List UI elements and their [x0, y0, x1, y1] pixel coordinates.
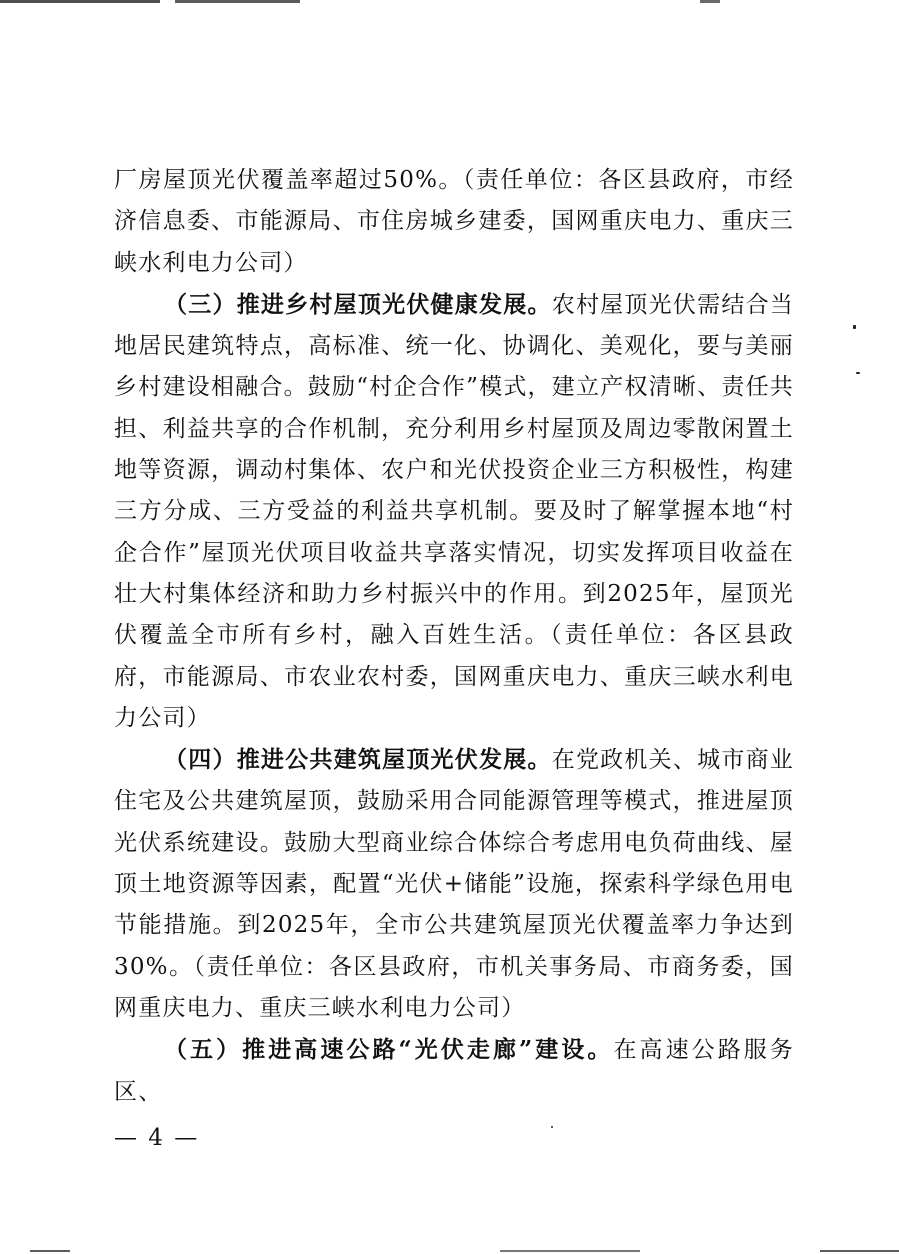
- paragraph-text: 农村屋顶光伏需结合当地居民建筑特点，高标准、统一化、协调化、美观化，要与美丽乡村建设相融合。鼓励“村企合作”模式，建立产权清晰、责任共担、利益共享的合作机制，充分利用乡村屋顶及周边零散闲置土地等资源，调动村集体、农户和光伏投资企业三方积极性，构建三方分成、三方受益的利益共享机制。要及时了解掌握本地“村企合作”屋顶光伏项目收益共享落实情况，切实发挥项目收益在壮大村集体经济和助力乡村振兴中的作用。到2025年，屋顶光伏覆盖全市所有乡村，融入百姓生活。（责任单位：各区县政府，市能源局、市农业农村委，国网重庆电力、重庆三峡水利电力公司）: [114, 291, 795, 731]
- paragraph-rural-rooftop-pv: [114, 284, 794, 739]
- scan-speck: [856, 372, 860, 374]
- paragraph-continuation: [114, 160, 794, 284]
- scan-speck: [551, 1126, 553, 1128]
- paragraph-public-building-pv: [114, 739, 794, 1029]
- section-heading: （四）推进公共建筑屋顶光伏发展。: [164, 746, 552, 774]
- scan-edge-bottom: [0, 1250, 899, 1252]
- paragraph-text: 在党政机关、城市商业住宅及公共建筑屋顶，鼓励采用合同能源管理等模式，推进屋顶光伏系统建设。鼓励大型商业综合体综合考虑用电负荷曲线、屋顶土地资源等因素，配置“光伏+储能”设施，探索科学绿色用电节能措施。到2025年，全市公共建筑屋顶光伏覆盖率力争达到30%。（责任单位：各区县政府，市机关事务局、市商务委，国网重庆电力、重庆三峡水利电力公司）: [114, 747, 795, 1021]
- paragraph-text: 在高速公路服务区、: [114, 1037, 795, 1105]
- paragraph-text: 厂房屋顶光伏覆盖率超过50%。（责任单位：各区县政府，市经济信息委、市能源局、市住房城乡建委，国网重庆电力、重庆三峡水利电力公司）: [114, 167, 794, 276]
- section-heading: （五）推进高速公路“光伏走廊”建设。: [164, 1036, 614, 1064]
- paragraph-highway-pv-corridor: [114, 1029, 794, 1113]
- page-number: — 4 —: [114, 1125, 200, 1151]
- body-text: [114, 160, 794, 1113]
- scan-speck: [853, 325, 856, 329]
- section-heading: （三）推进乡村屋顶光伏健康发展。: [164, 290, 552, 318]
- scan-edge-top: [0, 0, 899, 3]
